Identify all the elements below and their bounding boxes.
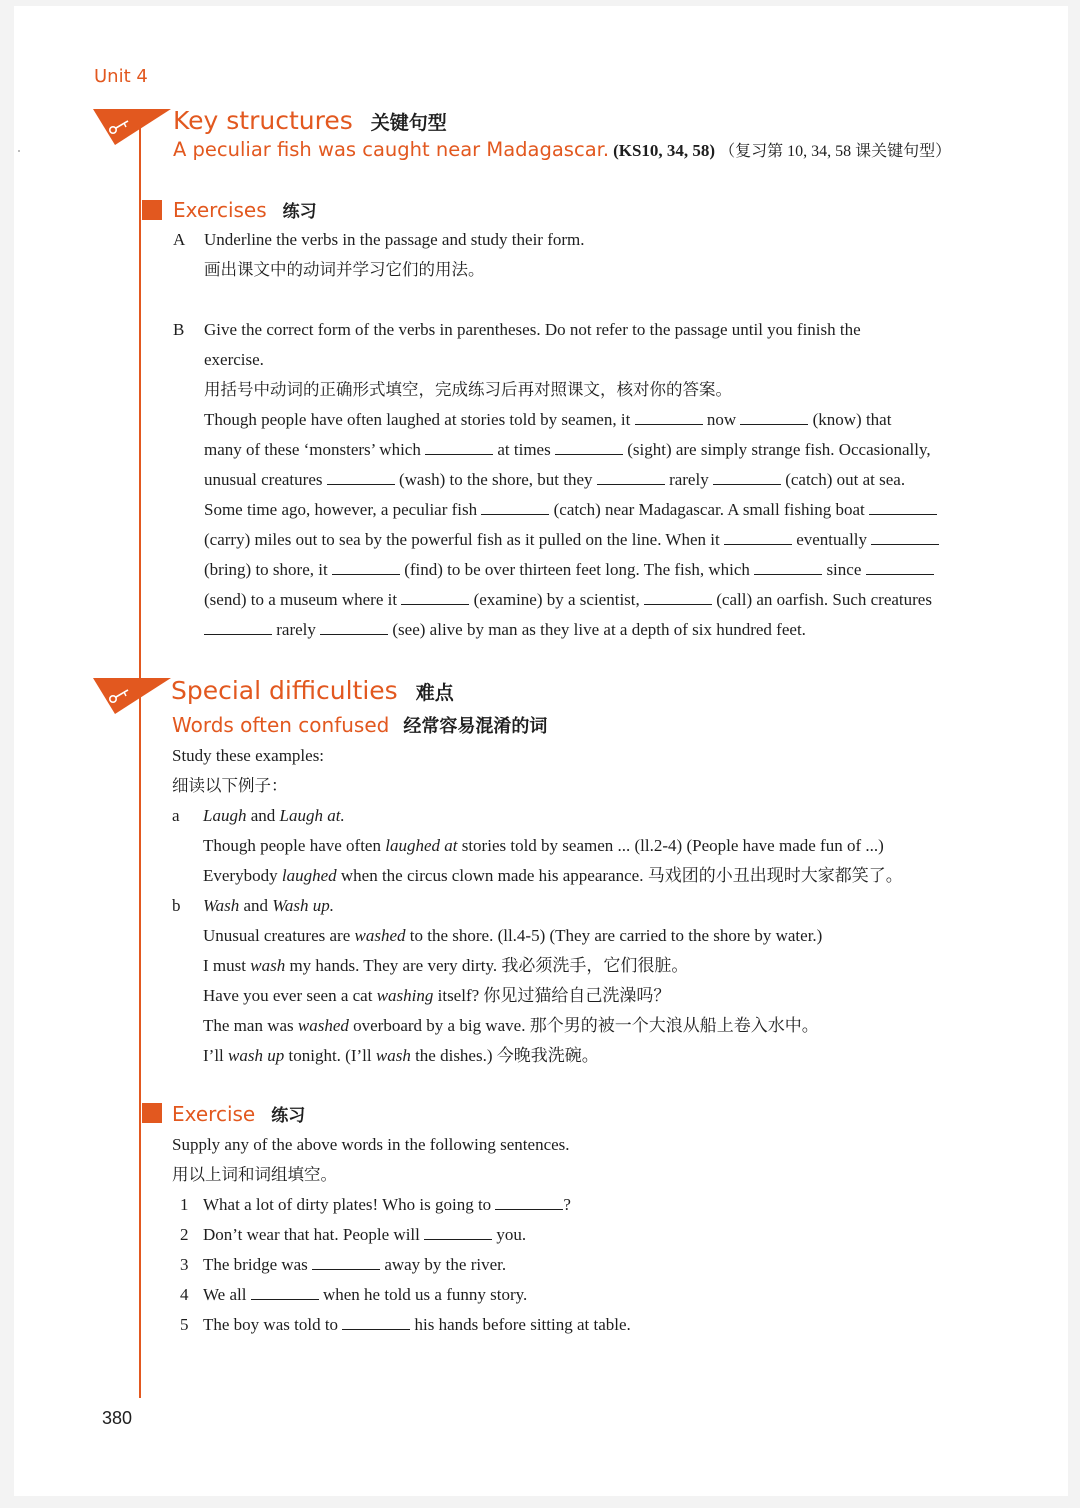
- item-text: We all: [203, 1285, 251, 1304]
- item-b-heading: [203, 891, 334, 921]
- item-a-word-1: Laugh: [203, 806, 247, 825]
- answer-blank[interactable]: [866, 560, 934, 575]
- answer-blank[interactable]: [754, 560, 822, 575]
- passage-text: (see) alive by man as they live at a depth of six hundred feet.: [388, 620, 806, 639]
- text: Unusual creatures are: [203, 926, 355, 945]
- item-number: 5: [180, 1315, 189, 1334]
- item-number: 4: [180, 1285, 189, 1304]
- emphasis: wash up: [228, 1046, 285, 1065]
- key-structure-reference-zh: （复习第 10, 34, 58 课关键句型）: [719, 143, 952, 160]
- text: Everybody: [203, 866, 282, 885]
- study-examples-zh: 细读以下例子：: [172, 776, 288, 795]
- item-text: his hands before sitting at table.: [410, 1315, 631, 1334]
- wash-example: [203, 921, 822, 951]
- passage-line: [204, 615, 994, 645]
- passage-text: (sight) are simply strange fish. Occasionally,: [622, 440, 931, 459]
- passage-text: (know) that: [808, 410, 892, 429]
- answer-blank[interactable]: [425, 440, 493, 455]
- answer-blank[interactable]: [644, 590, 712, 605]
- answer-blank[interactable]: [320, 620, 388, 635]
- wash-example: [203, 1011, 822, 1041]
- exercise-instruction: Supply any of the above words in the following sentences.: [172, 1135, 570, 1154]
- answer-blank[interactable]: [251, 1285, 319, 1300]
- item-a-and: and: [246, 806, 280, 825]
- answer-blank[interactable]: [327, 470, 395, 485]
- text: to the shore. (ll.4-5) (They are carried to the shore by water.): [405, 926, 823, 945]
- key-structures-heading: [173, 106, 447, 135]
- special-difficulties-title-zh: 难点: [415, 682, 454, 704]
- exercise-item: [180, 1250, 631, 1280]
- answer-blank[interactable]: [724, 530, 792, 545]
- passage-text: rarely: [272, 620, 321, 639]
- answer-blank[interactable]: [597, 470, 665, 485]
- exercise-title: Exercise: [172, 1102, 256, 1126]
- item-number: 3: [180, 1255, 189, 1274]
- exercise-b-instruction-cont: exercise.: [204, 350, 264, 369]
- wash-example: [203, 981, 822, 1011]
- words-confused-title-zh: 经常容易混淆的词: [403, 716, 548, 737]
- text: Have you ever seen a cat: [203, 986, 377, 1005]
- key-structures-title: Key structures: [173, 106, 353, 135]
- item-a-example-1: [203, 831, 884, 861]
- answer-blank[interactable]: [424, 1225, 492, 1240]
- passage-text: (carry) miles out to sea by the powerful fish as it pulled on the line. When it: [204, 530, 724, 549]
- text: stories told by seamen ... (ll.2-4) (People have made fun of ...): [457, 836, 884, 855]
- passage-text: (examine) by a scientist,: [469, 590, 645, 609]
- item-number: 1: [180, 1195, 189, 1214]
- answer-blank[interactable]: [871, 530, 939, 545]
- passage-text: unusual creatures: [204, 470, 327, 489]
- answer-blank[interactable]: [401, 590, 469, 605]
- passage-text: (bring) to shore, it: [204, 560, 332, 579]
- exercises-heading: [173, 197, 317, 222]
- text: my hands. They are very dirty. 我必须洗手，它们很脏。: [285, 956, 689, 975]
- item-a-example-2: [203, 861, 903, 891]
- passage-text: now: [702, 410, 741, 429]
- key-structure-example-line: [173, 138, 951, 161]
- text: when the circus clown made his appearance. 马戏团的小丑出现时大家都笑了。: [336, 866, 903, 885]
- passage-text: Though people have often laughed at stories told by seamen, it: [204, 410, 635, 429]
- text: overboard by a big wave. 那个男的被一个大浪从船上卷入水中。: [348, 1016, 819, 1035]
- study-examples: Study these examples:: [172, 746, 325, 765]
- passage-line: [204, 405, 994, 435]
- passage-line: [204, 465, 994, 495]
- answer-blank[interactable]: [869, 500, 937, 515]
- answer-blank[interactable]: [495, 1195, 563, 1210]
- exercises-title: Exercises: [173, 198, 267, 222]
- section-marker: [142, 1103, 162, 1123]
- words-confused-heading: [172, 712, 547, 738]
- exercise-item: [180, 1310, 631, 1340]
- exercise-items: [180, 1190, 631, 1340]
- item-text: The boy was told to: [203, 1315, 343, 1334]
- passage-text: (catch) out at sea.: [780, 470, 906, 489]
- item-text: What a lot of dirty plates! Who is going to: [203, 1195, 496, 1214]
- text: the dishes.) 今晚我洗碗。: [410, 1046, 599, 1065]
- unit-label: Unit 4: [94, 66, 148, 87]
- page-number: 380: [102, 1408, 133, 1428]
- key-icon: [93, 678, 173, 716]
- exercise-instruction-zh: 用以上词和词组填空。: [172, 1165, 337, 1184]
- passage-text: (wash) to the shore, but they: [394, 470, 597, 489]
- item-b-word-1: Wash: [203, 896, 240, 915]
- special-difficulties-heading: [171, 676, 454, 705]
- text: I’ll: [203, 1046, 229, 1065]
- text: I must: [203, 956, 251, 975]
- item-b-label: b: [172, 896, 181, 915]
- passage-text: many of these ‘monsters’ which: [204, 440, 426, 459]
- item-number: 2: [180, 1225, 189, 1244]
- item-text: when he told us a funny story.: [318, 1285, 528, 1304]
- answer-blank[interactable]: [342, 1315, 410, 1330]
- item-b-examples: [203, 921, 822, 1071]
- emphasis: washed: [354, 926, 406, 945]
- special-difficulties-title: Special difficulties: [171, 676, 398, 705]
- emphasis: washing: [376, 986, 434, 1005]
- exercises-title-zh: 练习: [282, 202, 317, 222]
- key-structure-reference: (KS10, 34, 58): [613, 141, 716, 160]
- key-structure-example: A peculiar fish was caught near Madagascar.: [173, 138, 610, 161]
- passage-line: [204, 495, 994, 525]
- wash-example: [203, 951, 822, 981]
- key-structures-title-zh: 关键句型: [370, 112, 447, 134]
- emphasis: wash: [375, 1046, 411, 1065]
- section-marker: [142, 200, 162, 220]
- item-a-heading: [203, 801, 345, 831]
- emphasis: laughed: [281, 866, 337, 885]
- key-icon: [93, 109, 173, 147]
- item-b-and: and: [239, 896, 273, 915]
- passage-text: at times: [493, 440, 555, 459]
- answer-blank[interactable]: [204, 620, 272, 635]
- passage-line: [204, 555, 994, 585]
- text: The man was: [203, 1016, 298, 1035]
- scan-speck: [18, 150, 20, 152]
- item-a-word-2: Laugh at.: [279, 806, 345, 825]
- passage-text: (catch) near Madagascar. A small fishing boat: [549, 500, 869, 519]
- exercise-b-label: B: [173, 320, 185, 339]
- exercise-a-label: A: [173, 230, 186, 249]
- answer-blank[interactable]: [635, 410, 703, 425]
- exercise-a-instruction: Underline the verbs in the passage and study their form.: [204, 230, 585, 249]
- item-text: away by the river.: [380, 1255, 507, 1274]
- exercise-title-zh: 练习: [271, 1106, 306, 1126]
- passage-line: [204, 585, 994, 615]
- item-text: The bridge was: [203, 1255, 313, 1274]
- passage-text: Some time ago, however, a peculiar fish: [204, 500, 482, 519]
- passage-text: since: [822, 560, 866, 579]
- answer-blank[interactable]: [740, 410, 808, 425]
- emphasis: wash: [250, 956, 286, 975]
- emphasis: laughed at: [385, 836, 458, 855]
- exercise-item: [180, 1190, 631, 1220]
- item-a-label: a: [172, 806, 180, 825]
- text: itself? 你见过猫给自己洗澡吗？: [433, 986, 671, 1005]
- exercise-a-instruction-zh: 画出课文中的动词并学习它们的用法。: [204, 260, 485, 279]
- passage-text: eventually: [791, 530, 872, 549]
- passage-text: rarely: [664, 470, 713, 489]
- item-text: ?: [563, 1195, 571, 1214]
- fill-in-passage: [204, 405, 994, 645]
- passage-line: [204, 435, 994, 465]
- emphasis: washed: [297, 1016, 349, 1035]
- passage-text: (call) an oarfish. Such creatures: [712, 590, 932, 609]
- text: tonight. (I’ll: [284, 1046, 376, 1065]
- margin-rule: [139, 126, 141, 1398]
- answer-blank[interactable]: [713, 470, 781, 485]
- passage-line: [204, 525, 994, 555]
- answer-blank[interactable]: [481, 500, 549, 515]
- exercise-b-instruction: Give the correct form of the verbs in parentheses. Do not refer to the passage until you finish the: [204, 320, 861, 339]
- text: Though people have often: [203, 836, 386, 855]
- answer-blank[interactable]: [555, 440, 623, 455]
- answer-blank[interactable]: [332, 560, 400, 575]
- passage-text: (find) to be over thirteen feet long. The fish, which: [399, 560, 755, 579]
- exercise-item: [180, 1280, 631, 1310]
- words-confused-title: Words often confused: [172, 713, 390, 737]
- exercise-item: [180, 1220, 631, 1250]
- passage-text: (send) to a museum where it: [204, 590, 402, 609]
- item-b-word-2: Wash up.: [272, 896, 334, 915]
- item-text: Don’t wear that hat. People will: [203, 1225, 425, 1244]
- item-text: you.: [492, 1225, 527, 1244]
- exercise-b-instruction-zh: 用括号中动词的正确形式填空，完成练习后再对照课文，核对你的答案。: [204, 380, 732, 399]
- wash-example: [203, 1041, 822, 1071]
- answer-blank[interactable]: [312, 1255, 380, 1270]
- exercise-heading: [172, 1101, 305, 1126]
